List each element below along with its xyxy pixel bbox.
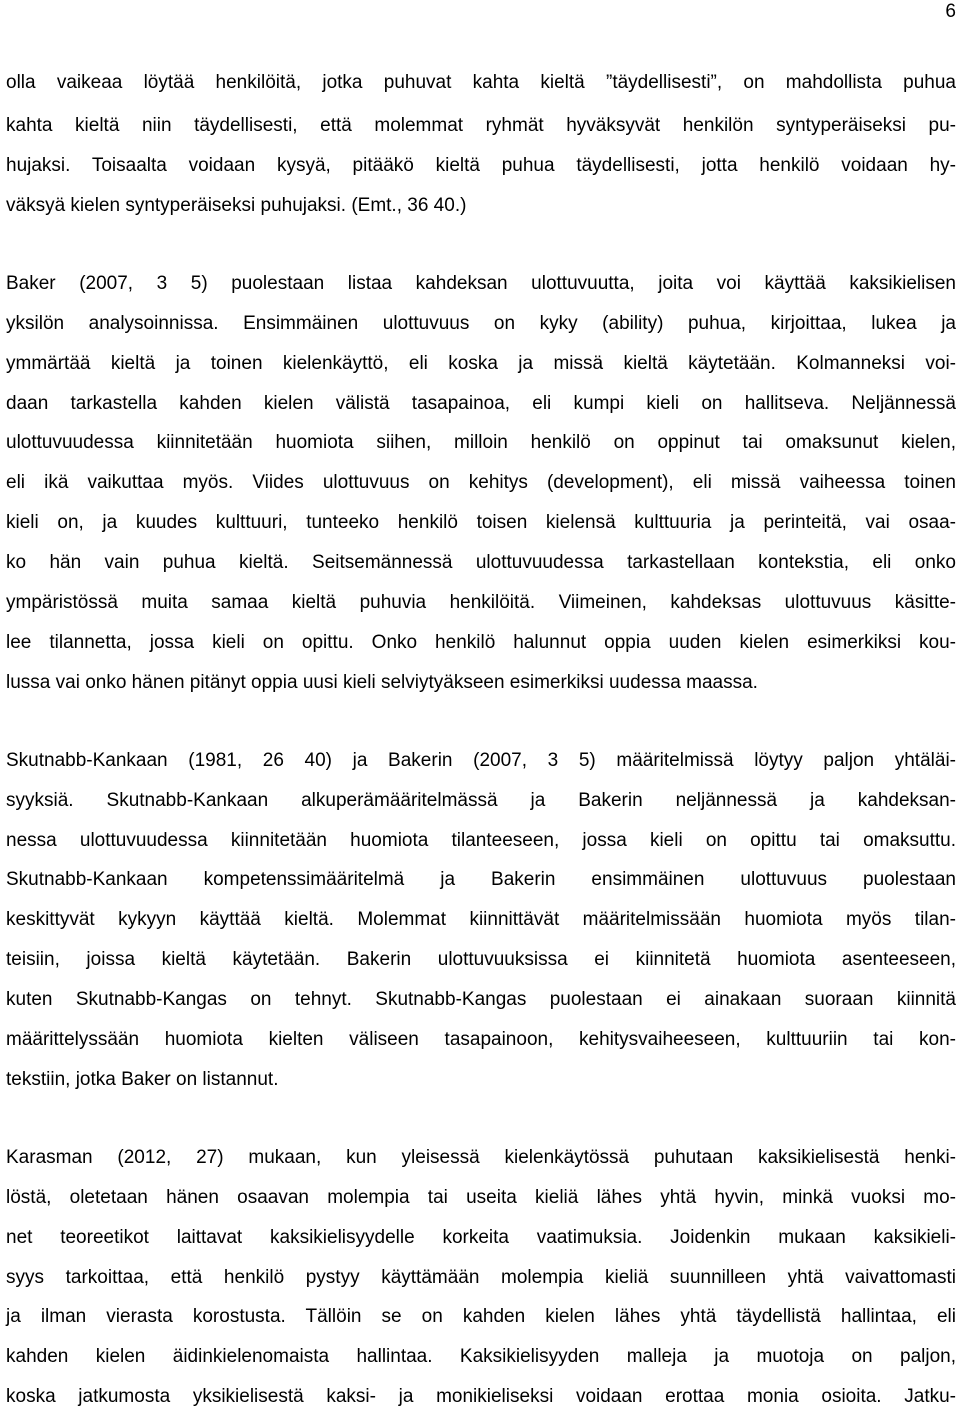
text-line: net teoreetikot laittavat kaksikielisyydelle korkeita vaatimuksia. Joidenkin mukaan kaksikieli- [6, 1227, 956, 1248]
text-line: kahden kielen äidinkielenomaista hallintaa. Kaksikielisyyden malleja ja muotoja on paljon, [6, 1346, 956, 1367]
text-line: olla vaikeaa löytää henkilöitä, jotka puhuvat kahta kieltä ”täydellisesti”, on mahdollista puhua [6, 72, 956, 93]
text-line: Karasman (2012, 27) mukaan, kun yleisessä kielenkäytössä puhutaan kaksikielisestä henki- [6, 1147, 956, 1168]
text-line: väksyä kielen syntyperäiseksi puhujaksi. (Emt., 36 40.) [6, 195, 467, 216]
text-line: Skutnabb-Kankaan (1981, 26 40) ja Bakerin (2007, 3 5) määritelmissä löytyy paljon yhtäläi- [6, 750, 956, 771]
text-line: Baker (2007, 3 5) puolestaan listaa kahdeksan ulottuvuutta, joita voi käyttää kaksikielisen [6, 273, 956, 294]
text-line: Skutnabb-Kankaan kompetenssimääritelmä ja Bakerin ensimmäinen ulottuvuus puolestaan [6, 869, 956, 890]
text-line: ko hän vain puhua kieltä. Seitsemännessä ulottuvuudessa tarkastellaan kontekstia, eli onko [6, 552, 956, 573]
text-line: lussa vai onko hänen pitänyt oppia uusi kieli selviytyäkseen esimerkiksi uudessa maassa. [6, 672, 758, 693]
text-line: ja ilman vierasta korostusta. Tällöin se on kahden kielen lähes yhtä täydellistä hallintaa, eli [6, 1306, 956, 1327]
text-line: yksilön analysoinnissa. Ensimmäinen ulottuvuus on kyky (ability) puhua, kirjoittaa, lukea ja [6, 313, 956, 334]
text-line: löstä, oletetaan hänen osaavan molempia tai useita kieliä lähes yhtä hyvin, minkä vuoksi mo- [6, 1187, 956, 1208]
text-line: keskittyvät kykyyn käyttää kieltä. Molemmat kiinnittävät määritelmissään huomiota myös tilan- [6, 909, 956, 930]
text-line: syyksiä. Skutnabb-Kankaan alkuperämääritelmässä ja Bakerin neljännessä ja kahdeksan- [6, 790, 956, 811]
text-line: ymmärtää kieltä ja toinen kielenkäyttö, eli koska ja missä kieltä käytetään. Kolmanneksi voi- [6, 353, 956, 374]
page-number: 6 [945, 1, 956, 22]
text-line: määrittelyssään huomiota kielten väliseen tasapainoon, kehitysvaiheeseen, kulttuuriin tai kon- [6, 1029, 956, 1050]
text-line: ulottuvuudessa kiinnitetään huomiota siihen, milloin henkilö on oppinut tai omaksunut kielen, [6, 432, 956, 453]
text-line: lee tilannetta, jossa kieli on opittu. Onko henkilö halunnut oppia uuden kielen esimerkiksi kou- [6, 632, 956, 653]
text-line: kahta kieltä niin täydellisesti, että molemmat ryhmät hyväksyvät henkilön syntyperäiseksi pu- [6, 115, 956, 136]
text-line: kieli on, ja kuudes kulttuuri, tunteeko henkilö toisen kielensä kulttuuria ja perinteitä, vai osaa- [6, 512, 956, 533]
text-line: teisiin, joissa kieltä käytetään. Bakerin ulottuvuuksissa ei kiinnitetä huomiota asenteeseen, [6, 949, 956, 970]
text-line: eli ikä vaikuttaa myös. Viides ulottuvuus on kehitys (development), eli missä vaiheessa toinen [6, 472, 956, 493]
text-line: daan tarkastella kahden kielen välistä tasapainoa, eli kumpi kieli on hallitseva. Neljännessä [6, 393, 956, 414]
text-line: ympäristössä muita samaa kieltä puhuvia henkilöitä. Viimeinen, kahdeksas ulottuvuus käsitte- [6, 592, 956, 613]
text-line: tekstiin, jotka Baker on listannut. [6, 1069, 279, 1090]
text-line: hujaksi. Toisaalta voidaan kysyä, pitääkö kieltä puhua täydellisesti, jotta henkilö voidaan hy- [6, 155, 956, 176]
text-line: syys tarkoittaa, että henkilö pystyy käyttämään molempia kieliä suunnilleen yhtä vaivattomasti [6, 1267, 956, 1288]
text-line: koska jatkumosta yksikielisestä kaksi- ja monikieliseksi voidaan erottaa monia osioita. Jatku- [6, 1386, 956, 1407]
text-line: kuten Skutnabb-Kangas on tehnyt. Skutnabb-Kangas puolestaan ei ainakaan suoraan kiinnitä [6, 989, 956, 1010]
text-line: nessa ulottuvuudessa kiinnitetään huomiota tilanteeseen, jossa kieli on opittu tai omaksuttu. [6, 830, 956, 851]
